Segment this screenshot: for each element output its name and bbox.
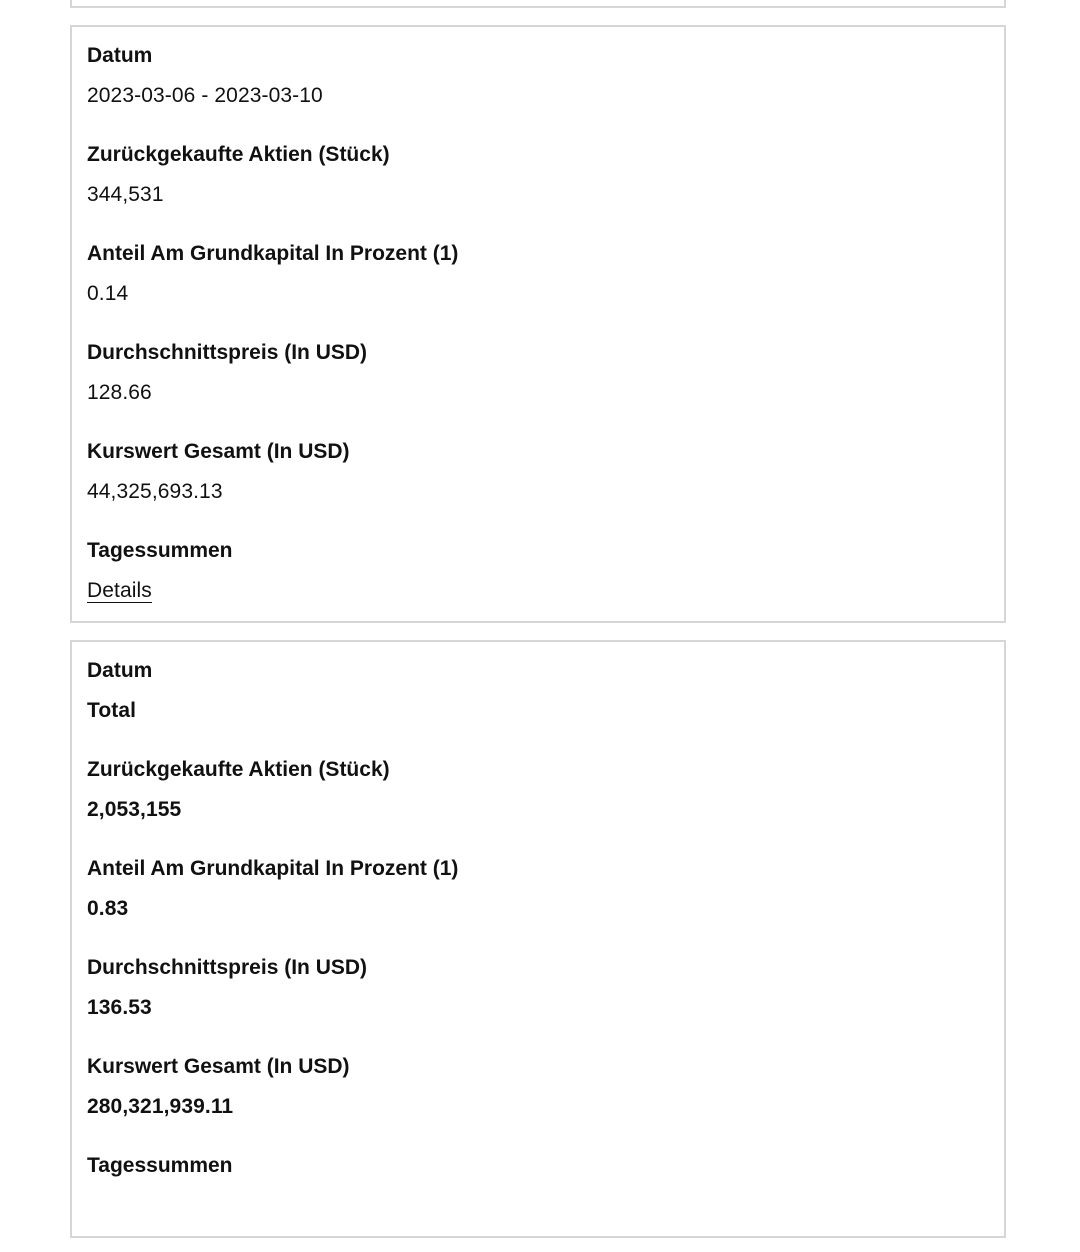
date-value: 2023-03-06 - 2023-03-10 [87,84,323,107]
total-total-value-label: Kurswert Gesamt (In USD) [87,1055,350,1078]
total-avg-price-label: Durchschnittspreis (In USD) [87,956,368,979]
avg-price-field [87,340,989,439]
total-avg-price-field [87,955,989,1054]
daily-totals-field [87,538,989,637]
date-label: Datum [87,44,153,67]
total-daily-totals-field [87,1153,989,1252]
total-shares-label: Zurückgekaufte Aktien (Stück) [87,758,390,781]
shares-value: 344,531 [87,183,164,206]
total-date-field [87,658,989,757]
buyback-total-card [70,640,1006,1238]
previous-entry-card [70,0,1006,8]
daily-totals-value [87,578,989,604]
daily-totals-label: Tagessummen [87,539,233,562]
entry-fields [87,43,989,637]
shares-label: Zurückgekaufte Aktien (Stück) [87,143,390,166]
avg-price-label: Durchschnittspreis (In USD) [87,341,368,364]
avg-price-value: 128.66 [87,381,152,404]
total-date-value: Total [87,699,137,722]
buyback-entry-card [70,25,1006,623]
total-shares-field [87,757,989,856]
total-value-field [87,439,989,538]
total-avg-price-value: 136.53 [87,996,152,1019]
total-value-value: 44,325,693.13 [87,480,223,503]
share-capital-value: 0.14 [87,282,129,305]
total-share-capital-field [87,856,989,955]
shares-field [87,142,989,241]
total-fields [87,658,989,1252]
total-share-capital-value: 0.83 [87,897,129,920]
total-total-value-value: 280,321,939.11 [87,1095,234,1118]
total-value-label: Kurswert Gesamt (In USD) [87,440,350,463]
total-date-label: Datum [87,659,153,682]
share-capital-field [87,241,989,340]
share-capital-label: Anteil Am Grundkapital In Prozent (1) [87,242,459,265]
details-link[interactable]: Details [87,579,152,602]
total-share-capital-label: Anteil Am Grundkapital In Prozent (1) [87,857,459,880]
total-total-value-field [87,1054,989,1153]
total-shares-value: 2,053,155 [87,798,182,821]
date-field [87,43,989,142]
total-daily-totals-label: Tagessummen [87,1154,233,1177]
